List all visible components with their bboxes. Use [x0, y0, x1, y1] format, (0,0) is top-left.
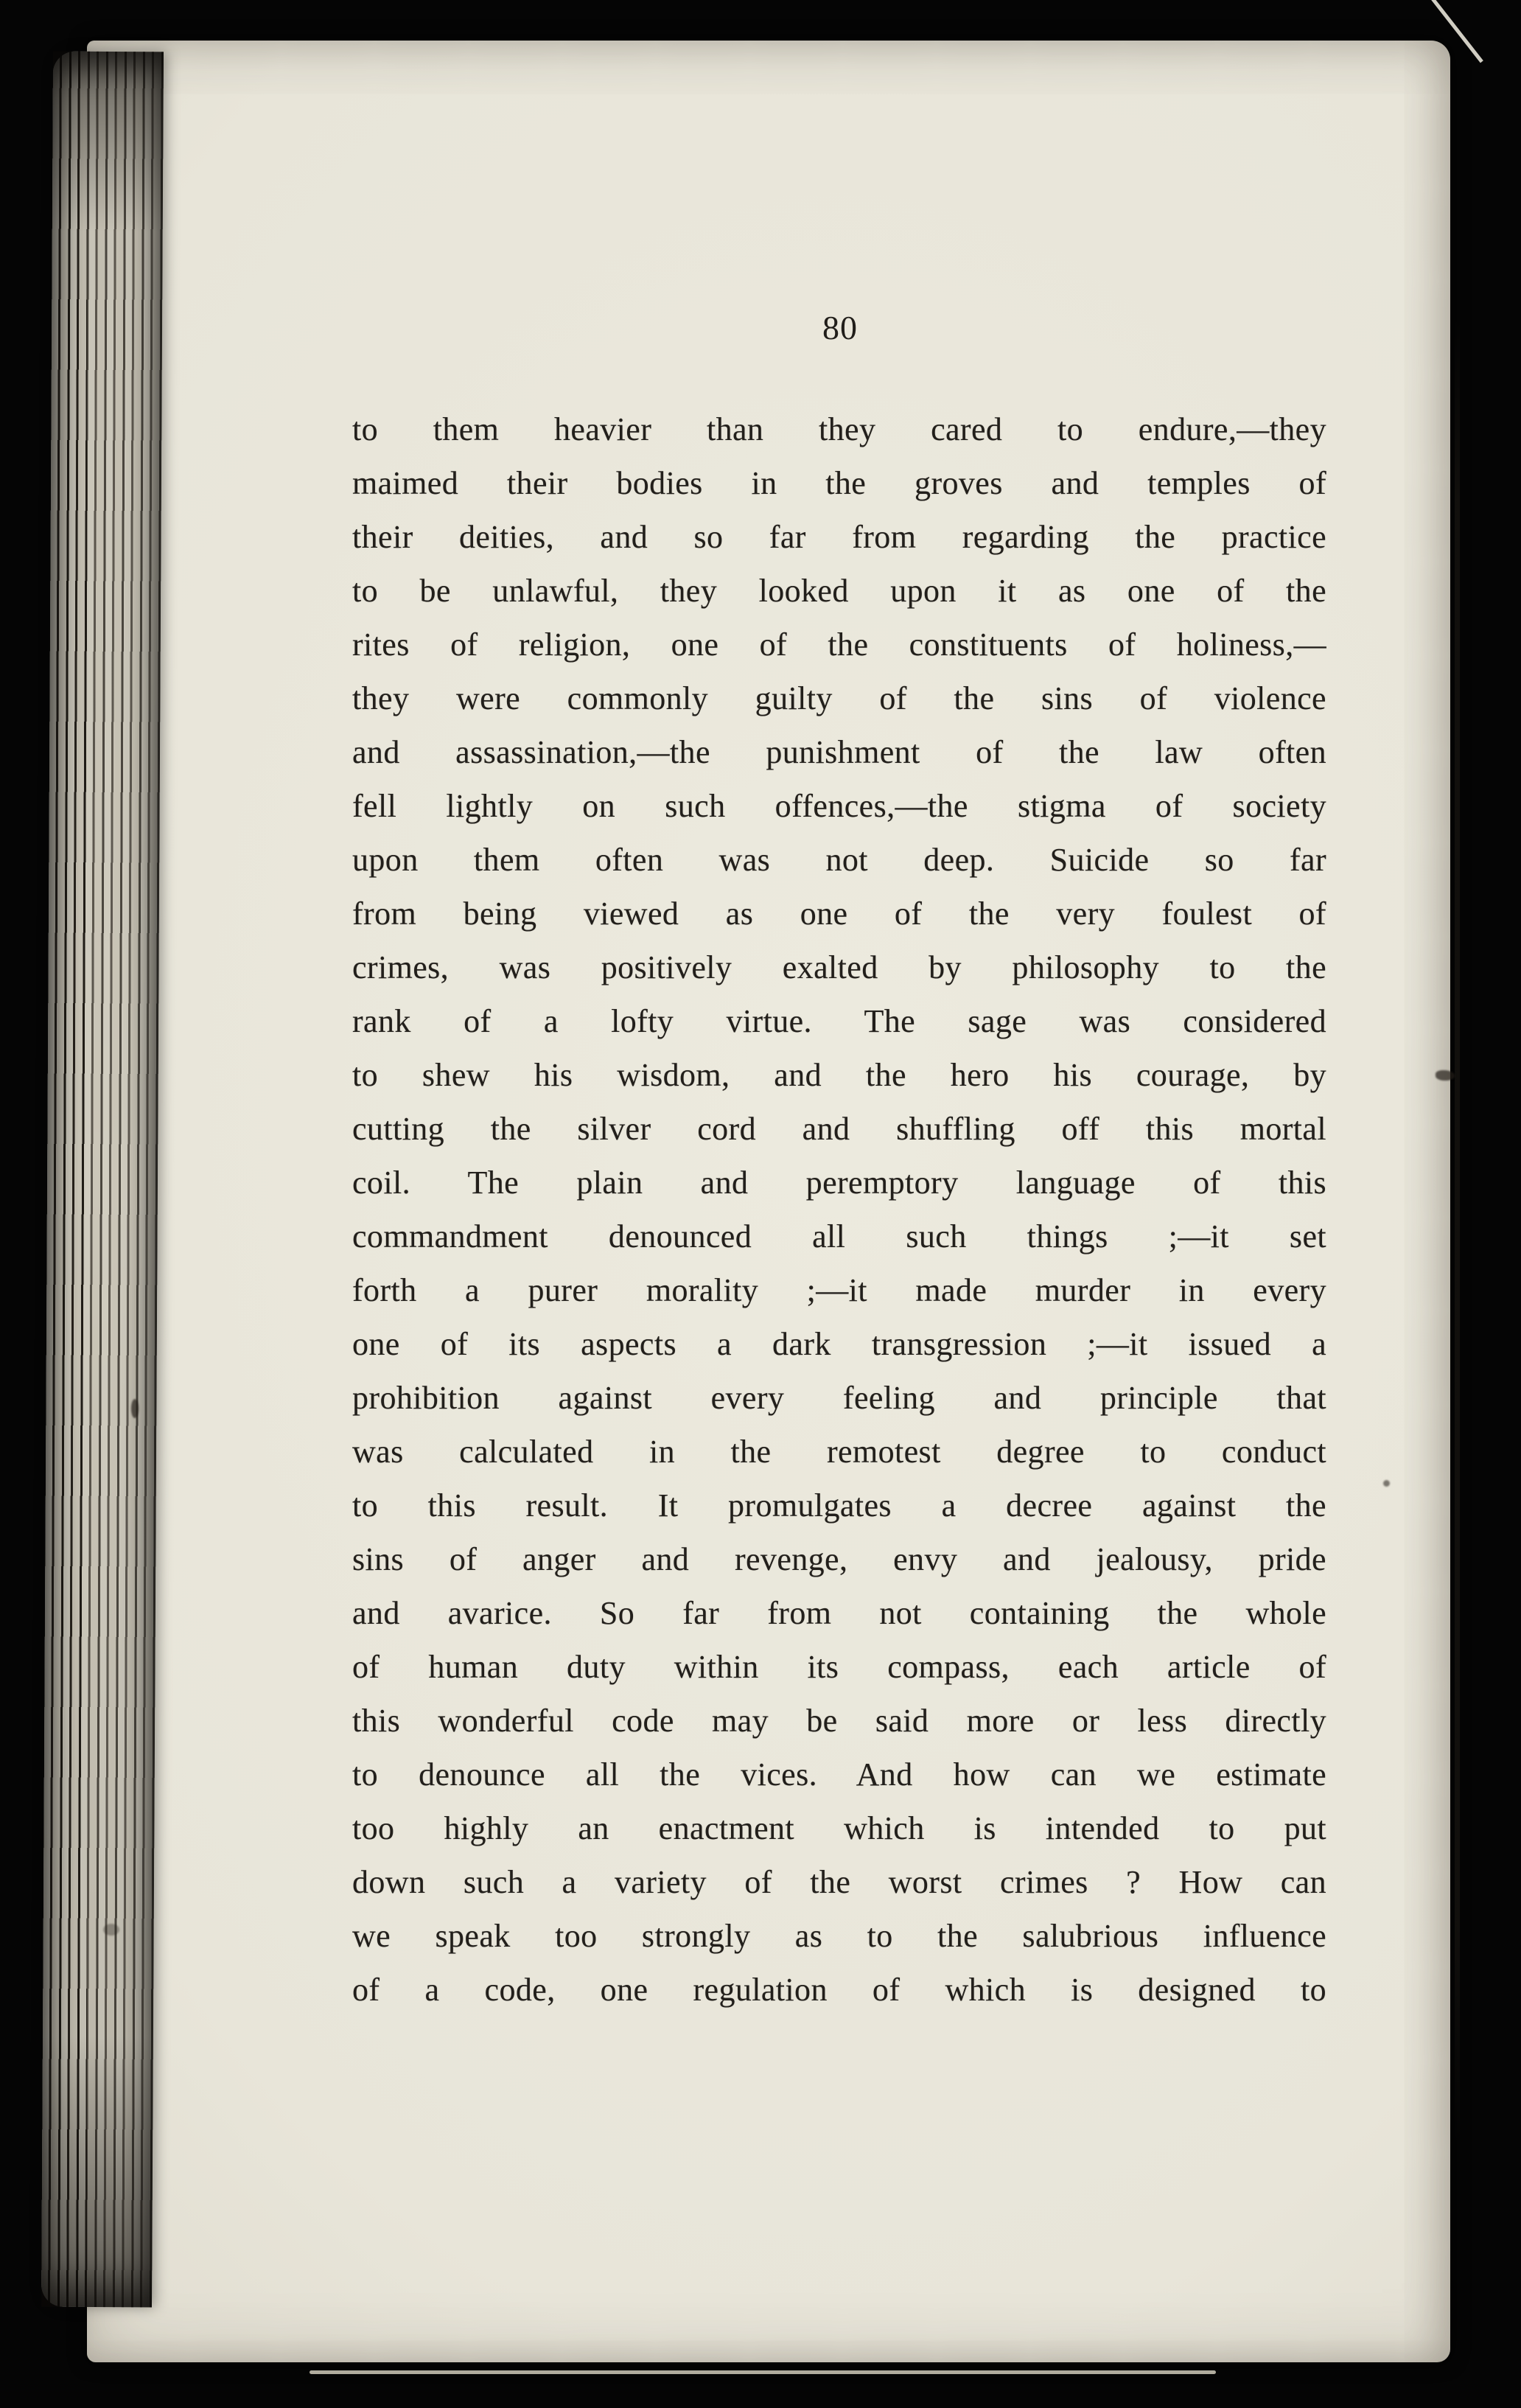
text-line: upon them often was not deep. Suicide so far [352, 842, 1326, 878]
scan-artifact [103, 1924, 119, 1936]
text-line: they were commonly guilty of the sins of violence [352, 680, 1326, 716]
text-line: rites of religion, one of the constituents of holiness,— [352, 627, 1326, 663]
text-line: crimes, was positively exalted by philosophy to the [352, 949, 1326, 985]
text-line: sins of anger and revenge, envy and jealousy, pride [352, 1541, 1326, 1577]
text-line: and avarice. So far from not containing the whole [352, 1595, 1326, 1631]
text-line: to denounce all the vices. And how can we estimate [352, 1756, 1326, 1793]
text-line: from being viewed as one of the very foulest of [352, 896, 1326, 932]
scan-artifact [131, 1399, 139, 1418]
text-line: we speak too strongly as to the salubrious influence [352, 1918, 1326, 1954]
page-text [352, 402, 1326, 2017]
scan-artifact [1383, 1480, 1390, 1487]
page-number: 80 [822, 309, 858, 346]
bottom-page-edge [310, 2370, 1216, 2374]
text-line: fell lightly on such offences,—the stigma of society [352, 788, 1326, 824]
text-line: maimed their bodies in the groves and temples of [352, 465, 1326, 501]
text-line: down such a variety of the worst crimes ? How can [352, 1864, 1326, 1900]
text-line: to this result. It promulgates a decree against the [352, 1487, 1326, 1524]
text-line: was calculated in the remotest degree to conduct [352, 1434, 1326, 1470]
text-line: rank of a lofty virtue. The sage was considered [352, 1003, 1326, 1039]
text-line: of human duty within its compass, each article of [352, 1649, 1326, 1685]
text-line: prohibition against every feeling and principle that [352, 1380, 1326, 1416]
text-line: and assassination,—the punishment of the law often [352, 734, 1326, 770]
text-line: this wonderful code may be said more or less directly [352, 1703, 1326, 1739]
page-edges-left [41, 52, 164, 2308]
text-line: of a code, one regulation of which is designed to [352, 1972, 1326, 2008]
text-line: to them heavier than they cared to endure,—they [352, 411, 1326, 447]
scan-artifact [1436, 1070, 1455, 1081]
text-line: one of its aspects a dark transgression ;—it issued a [352, 1326, 1326, 1362]
text-line: commandment denounced all such things ;—it set [352, 1218, 1326, 1254]
page-edge-right [1455, 317, 1460, 2145]
text-line: cutting the silver cord and shuffling off this mortal [352, 1111, 1326, 1147]
text-line: to shew his wisdom, and the hero his courage, by [352, 1057, 1326, 1093]
text-line: too highly an enactment which is intended to put [352, 1810, 1326, 1846]
text-line: coil. The plain and peremptory language of this [352, 1165, 1326, 1201]
text-line: forth a purer morality ;—it made murder in every [352, 1272, 1326, 1308]
text-line: to be unlawful, they looked upon it as one of the [352, 573, 1326, 609]
text-line: their deities, and so far from regarding the practice [352, 519, 1326, 555]
